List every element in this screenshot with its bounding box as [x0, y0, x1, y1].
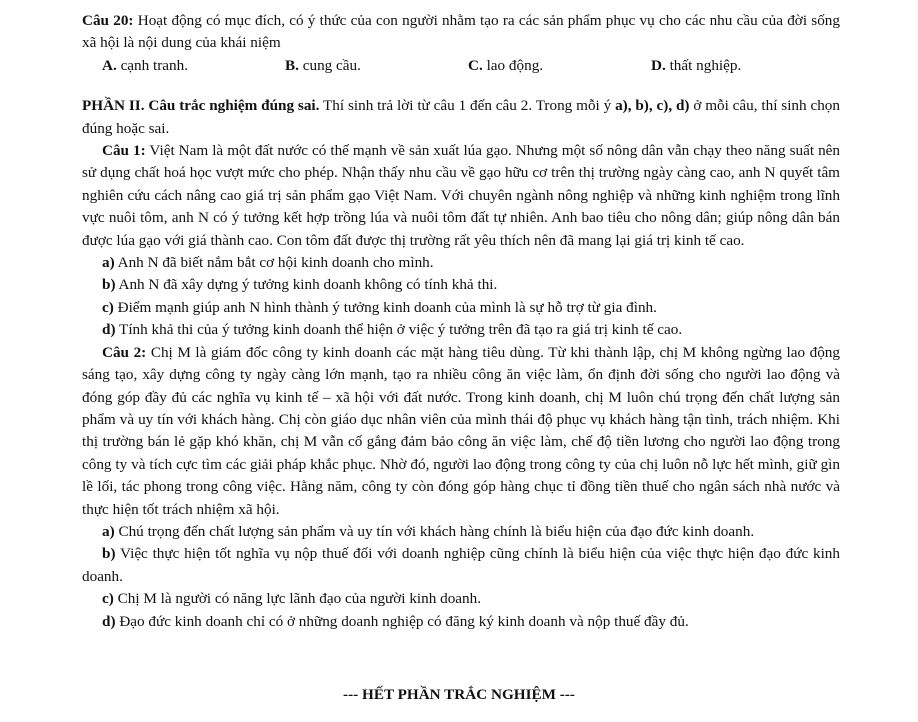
- question-1-item-d: [82, 319, 840, 341]
- exam-page: [82, 10, 840, 633]
- item-text: Anh N đã biết nắm bắt cơ hội kinh doanh cho mình.: [114, 254, 434, 272]
- choice-a-text: cạnh tranh.: [116, 56, 189, 74]
- item-text: Chị M là người có năng lực lãnh đạo của người kinh doanh.: [113, 590, 482, 608]
- part-2-heading: PHẦN II. Câu trắc nghiệm đúng sai.: [82, 97, 320, 115]
- end-of-section-footer: --- HẾT PHẦN TRẮC NGHIỆM ---: [343, 686, 575, 703]
- choice-d-text: thất nghiệp.: [665, 56, 742, 74]
- item-text: Điểm mạnh giúp anh N hình thành ý tưởng kinh doanh của mình là sự hỗ trợ từ gia đình.: [113, 298, 657, 316]
- item-mark: a): [102, 522, 115, 540]
- question-20: [82, 10, 840, 55]
- question-1-item-a: [82, 252, 840, 274]
- question-1-item-b: [82, 274, 840, 296]
- question-20-text: Hoạt động có mục đích, có ý thức của con người nhằm tạo ra các sản phẩm phục vụ cho các nhu cầu của đời sống xã hội là nội dung của khái niệm: [82, 12, 840, 52]
- choice-b-text: cung cầu.: [298, 56, 361, 74]
- item-mark: c): [102, 590, 114, 608]
- item-text: Tính khả thi của ý tưởng kinh doanh thể hiện ở việc ý tưởng trên đã tạo ra giá trị kinh tế cao.: [115, 321, 683, 339]
- item-text: Đạo đức kinh doanh chỉ có ở những doanh nghiệp có đăng ký kinh doanh và nộp thuế đầy đủ.: [115, 612, 689, 630]
- choice-d-letter: D.: [651, 56, 666, 74]
- question-1-label: Câu 1:: [102, 142, 146, 160]
- choice-b-letter: B.: [285, 56, 299, 74]
- choice-d: [651, 55, 834, 77]
- choice-a-letter: A.: [102, 56, 117, 74]
- question-20-label: Câu 20:: [82, 12, 134, 29]
- question-2-item-a: [82, 521, 840, 543]
- question-2-item-d: [82, 611, 840, 633]
- question-2-item-c: [82, 588, 840, 610]
- item-mark: b): [102, 545, 116, 563]
- item-text: Chú trọng đến chất lượng sản phẩm và uy tín với khách hàng chính là biểu hiện của đạo đức kinh doanh.: [114, 522, 755, 540]
- part-2-intro-text-2: ở mỗi câu, thí sinh chọn đúng hoặc sai.: [82, 97, 840, 137]
- question-2-label: Câu 2:: [102, 343, 147, 361]
- item-text: Việc thực hiện tốt nghĩa vụ nộp thuế đối với doanh nghiệp cũng chính là biểu hiện của việc thực hiện đạo đức kinh doanh.: [82, 545, 840, 585]
- question-1-text: Việt Nam là một đất nước có thế mạnh về sản xuất lúa gạo. Nhưng một số nông dân vẫn chạy theo năng suất nên sử dụng chất hoá học vượt mức cho phép. Nhận thấy nhu cầu về gạo hữu cơ trên thị trường ngày càng cao, anh N quyết tâm nghiên cứu cách nâng cao giá trị sản phẩm gạo Việt Nam. Với chuyên ngành nông nghiệp và những kinh nghiệm trong lĩnh vực nuôi tôm, anh N có ý tưởng kết hợp trồng lúa và nuôi tôm đất tự nhiên. Anh bao tiêu cho nông dân; giúp nông dân bán được lúa gạo với giá thành cao. Con tôm đất được thị trường rất yêu thích nên đã mang lại giá trị kinh tế cao.: [82, 142, 840, 249]
- choice-c: [468, 55, 651, 77]
- item-text: Anh N đã xây dựng ý tưởng kinh doanh không có tính khả thi.: [115, 276, 498, 294]
- choice-c-text: lao động.: [482, 56, 544, 74]
- part-2-marks: a), b), c), d): [615, 97, 690, 115]
- question-1-stem: [82, 140, 840, 252]
- item-mark: c): [102, 298, 114, 316]
- question-2-item-b: [82, 543, 840, 588]
- choice-b: [285, 55, 468, 77]
- item-mark: a): [102, 254, 115, 272]
- item-mark: b): [102, 276, 116, 294]
- choice-c-letter: C.: [468, 56, 483, 74]
- question-2-text: Chị M là giám đốc công ty kinh doanh các mặt hàng tiêu dùng. Từ khi thành lập, chị M không ngừng lao động sáng tạo, xây dựng công ty ngày càng lớn mạnh, tạo ra nhiều công ăn việc làm, ổn định đời sống cho người lao động và đóng góp đầy đủ các nghĩa vụ kinh tế – xã hội với đất nước. Trong kinh doanh, chị M luôn chú trọng đến chất lượng sản phẩm và uy tín với khách hàng. Chị còn giáo dục nhân viên của mình thái độ phục vụ khách hàng tận tình, trách nhiệm. Khi thị trường bán lẻ gặp khó khăn, chị M vẫn cố gắng đảm bảo công ăn việc làm, chế độ tiền lương cho người lao động trong công ty và tích cực tìm các giải pháp khắc phục. Nhờ đó, người lao động trong công ty của chị luôn nỗ lực hết mình, giữ gìn lề lối, tác phong trong công việc. Hằng năm, công ty còn đóng góp hàng chục tỉ đồng tiền thuế cho ngân sách nhà nước và thực hiện tốt trách nhiệm xã hội.: [82, 343, 840, 518]
- part-2-intro-text-1: Thí sinh trả lời từ câu 1 đến câu 2. Trong mỗi ý: [319, 97, 616, 115]
- question-20-choices: [82, 55, 840, 77]
- question-1-item-c: [82, 297, 840, 319]
- question-2-stem: [82, 342, 840, 521]
- item-mark: d): [102, 321, 116, 339]
- part-2-intro: [82, 95, 840, 140]
- choice-a: [102, 55, 285, 77]
- item-mark: d): [102, 612, 116, 630]
